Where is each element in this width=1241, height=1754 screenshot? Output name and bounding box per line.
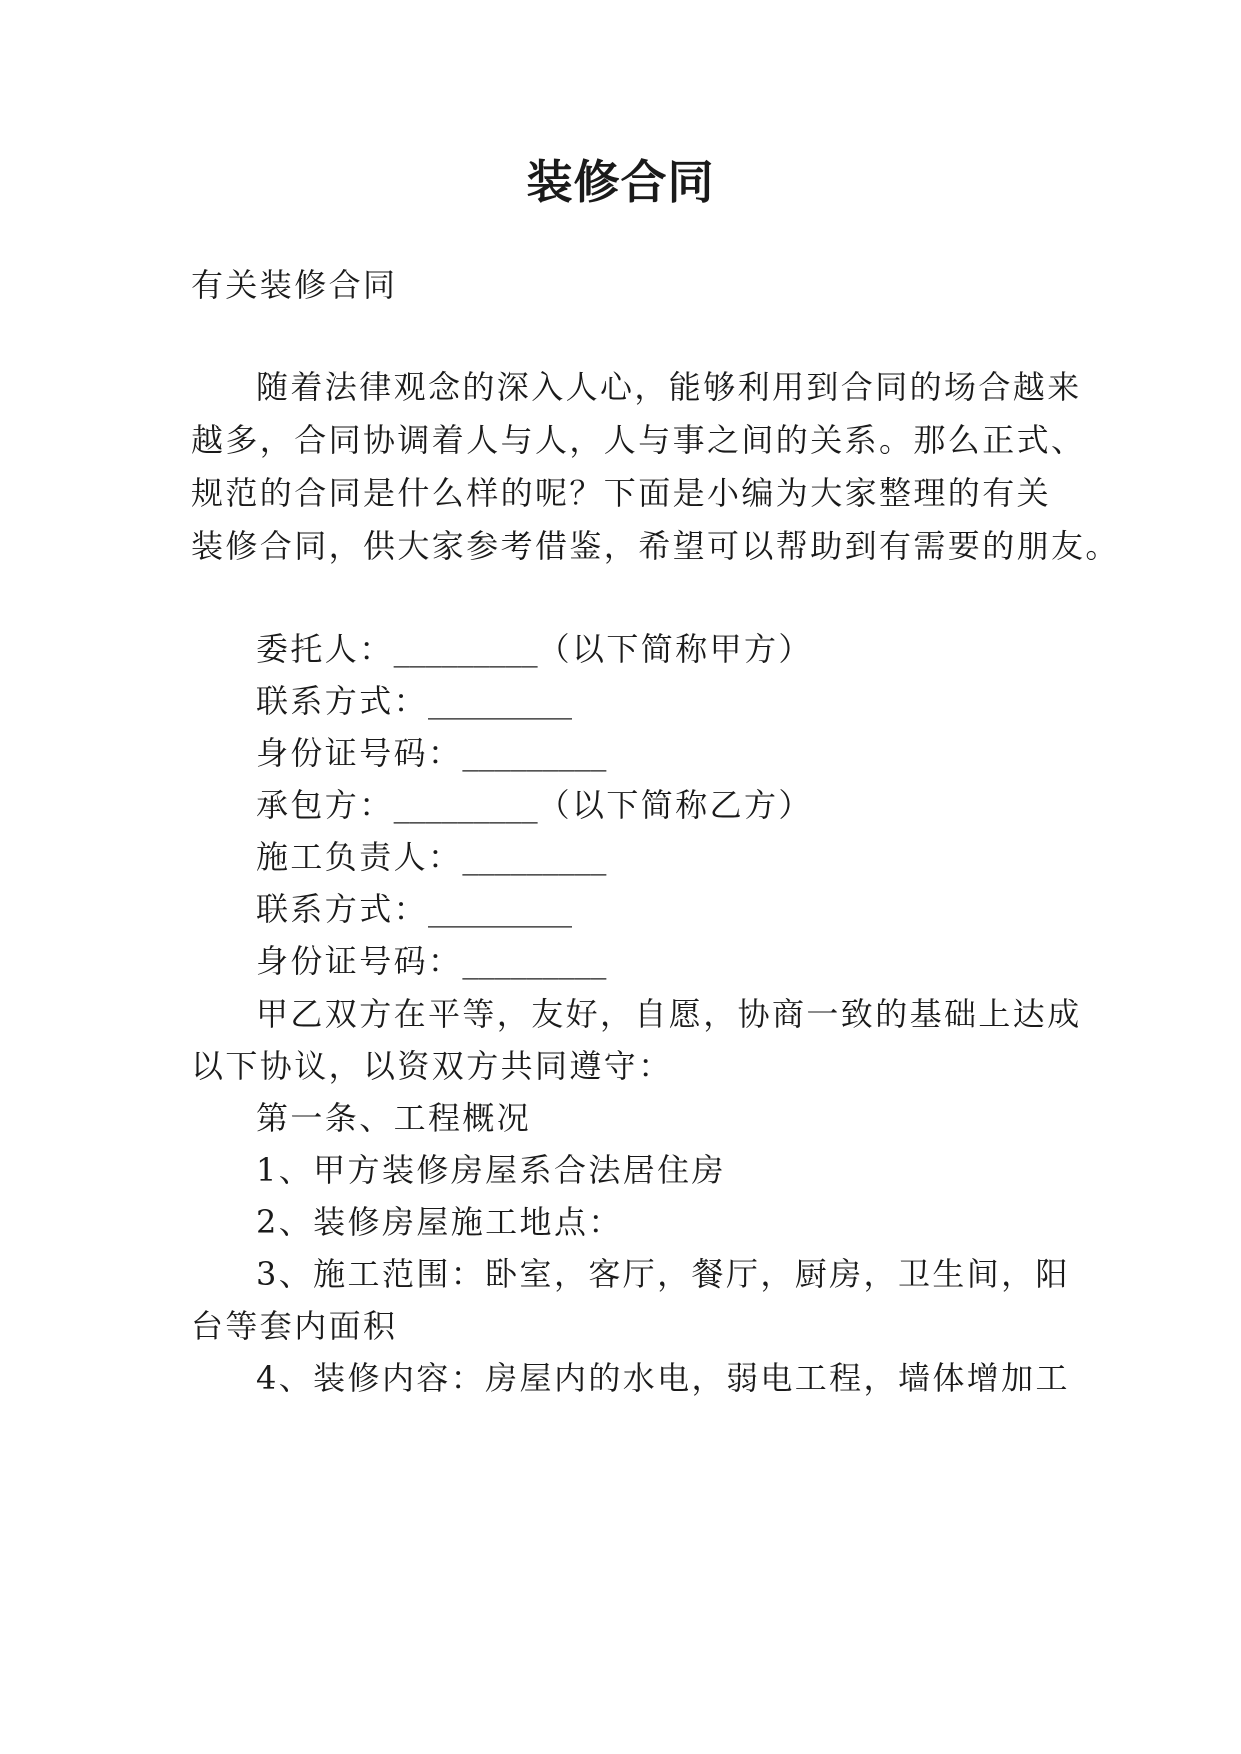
contractor-contact-label: 联系方式： [256, 890, 429, 928]
contractor-blank: _________ [393, 786, 538, 824]
client-field [256, 629, 813, 669]
client-suffix: （以下简称甲方） [537, 630, 813, 668]
contractor-contact-field [256, 889, 572, 929]
site-manager-blank: _________ [462, 838, 607, 876]
intro-line: 装修合同，供大家参考借鉴，希望可以帮助到有需要的朋友。 [191, 527, 1120, 565]
client-blank: _________ [393, 630, 538, 668]
intro-line: 规范的合同是什么样的呢？下面是小编为大家整理的有关 [191, 474, 1052, 512]
contractor-suffix: （以下简称乙方） [537, 786, 813, 824]
client-label: 委托人： [256, 630, 394, 668]
client-id-label: 身份证号码： [256, 734, 463, 772]
document-title: 装修合同 [526, 155, 715, 209]
client-id-blank: _________ [462, 734, 607, 772]
contractor-id-field [256, 941, 606, 981]
client-contact-blank: _________ [428, 682, 573, 720]
article-item: 2、装修房屋施工地点： [256, 1203, 623, 1241]
article-heading: 第一条、工程概况 [256, 1099, 532, 1137]
client-contact-label: 联系方式： [256, 682, 429, 720]
contractor-field [256, 785, 813, 825]
client-id-field [256, 733, 606, 773]
article-item: 4、装修内容：房屋内的水电，弱电工程，墙体增加工 [256, 1359, 1070, 1397]
client-contact-field [256, 681, 572, 721]
intro-line: 随着法律观念的深入人心，能够利用到合同的场合越来 [256, 368, 1082, 406]
article-item: 1、甲方装修房屋系合法居住房 [256, 1151, 726, 1189]
contractor-label: 承包方： [256, 786, 394, 824]
document-subtitle: 有关装修合同 [191, 266, 398, 304]
article-item: 3、施工范围：卧室，客厅，餐厅，厨房，卫生间，阳 [256, 1255, 1070, 1293]
site-manager-label: 施工负责人： [256, 838, 463, 876]
agreement-line: 甲乙双方在平等，友好，自愿，协商一致的基础上达成 [256, 995, 1082, 1033]
contractor-contact-blank: _________ [428, 890, 573, 928]
site-manager-field [256, 837, 606, 877]
agreement-line: 以下协议，以资双方共同遵守： [191, 1047, 673, 1085]
contractor-id-blank: _________ [462, 942, 607, 980]
contractor-id-label: 身份证号码： [256, 942, 463, 980]
intro-line: 越多，合同协调着人与人，人与事之间的关系。那么正式、 [191, 421, 1086, 459]
article-item-continued: 台等套内面积 [191, 1307, 398, 1345]
